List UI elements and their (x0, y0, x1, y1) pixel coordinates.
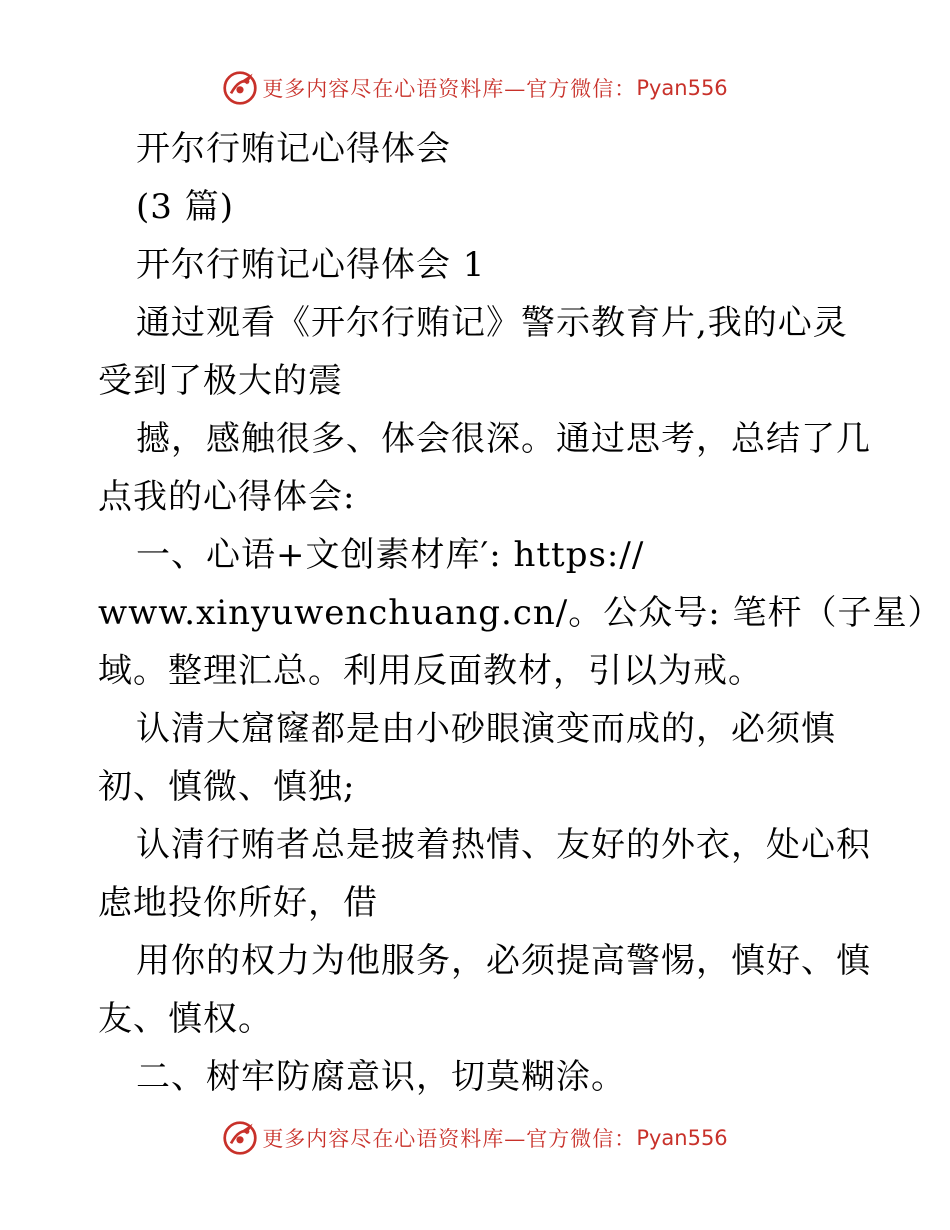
text-line: 域。整理汇总。利用反面教材，引以为戒。 (98, 651, 763, 691)
text-line: 友、慎权。 (98, 999, 273, 1039)
text-line: 二、树牢防腐意识，切莫糊涂。 (136, 1057, 626, 1097)
text-line: 撼，感触很多、体会很深。通过思考，总结了几 (136, 419, 871, 459)
text-line: 用你的权力为他服务，必须提高警惕，慎好、慎 (136, 941, 871, 981)
text-line: 认清行贿者总是披着热情、友好的外衣，处心积 (136, 825, 871, 865)
brand-logo-icon (222, 70, 258, 106)
text-line: 开尔行贿记心得体会 (136, 129, 451, 169)
text-line: 认清大窟窿都是由小砂眼演变而成的，必须慎 (136, 709, 836, 749)
brand-logo-icon (222, 1120, 258, 1156)
text-line: www.xinyuwenchuang.cn/。公众号: 笔杆（子星） (98, 593, 943, 633)
text-line: 一、心语+文创素材库′: https:// (136, 535, 645, 575)
text-line: 初、慎微、慎独; (98, 767, 356, 807)
banner-text: 更多内容尽在心语资料库—官方微信： (262, 1127, 637, 1151)
text-line: 通过观看《开尔行贿记》警示教育片,我的心灵 (136, 303, 848, 343)
banner-text: 更多内容尽在心语资料库—官方微信： (262, 77, 637, 101)
text-line: 开尔行贿记心得体会 1 (136, 245, 486, 285)
header-banner (0, 70, 950, 106)
banner-wechat-id: Pyan556 (636, 76, 728, 100)
document-body (98, 120, 943, 1106)
footer-banner (0, 1120, 950, 1156)
text-line: 受到了极大的震 (98, 361, 343, 401)
text-line: 虑地投你所好，借 (98, 883, 378, 923)
banner-wechat-id: Pyan556 (636, 1126, 728, 1150)
text-line: (3 篇) (136, 187, 234, 227)
text-line: 点我的心得体会: (98, 477, 356, 517)
